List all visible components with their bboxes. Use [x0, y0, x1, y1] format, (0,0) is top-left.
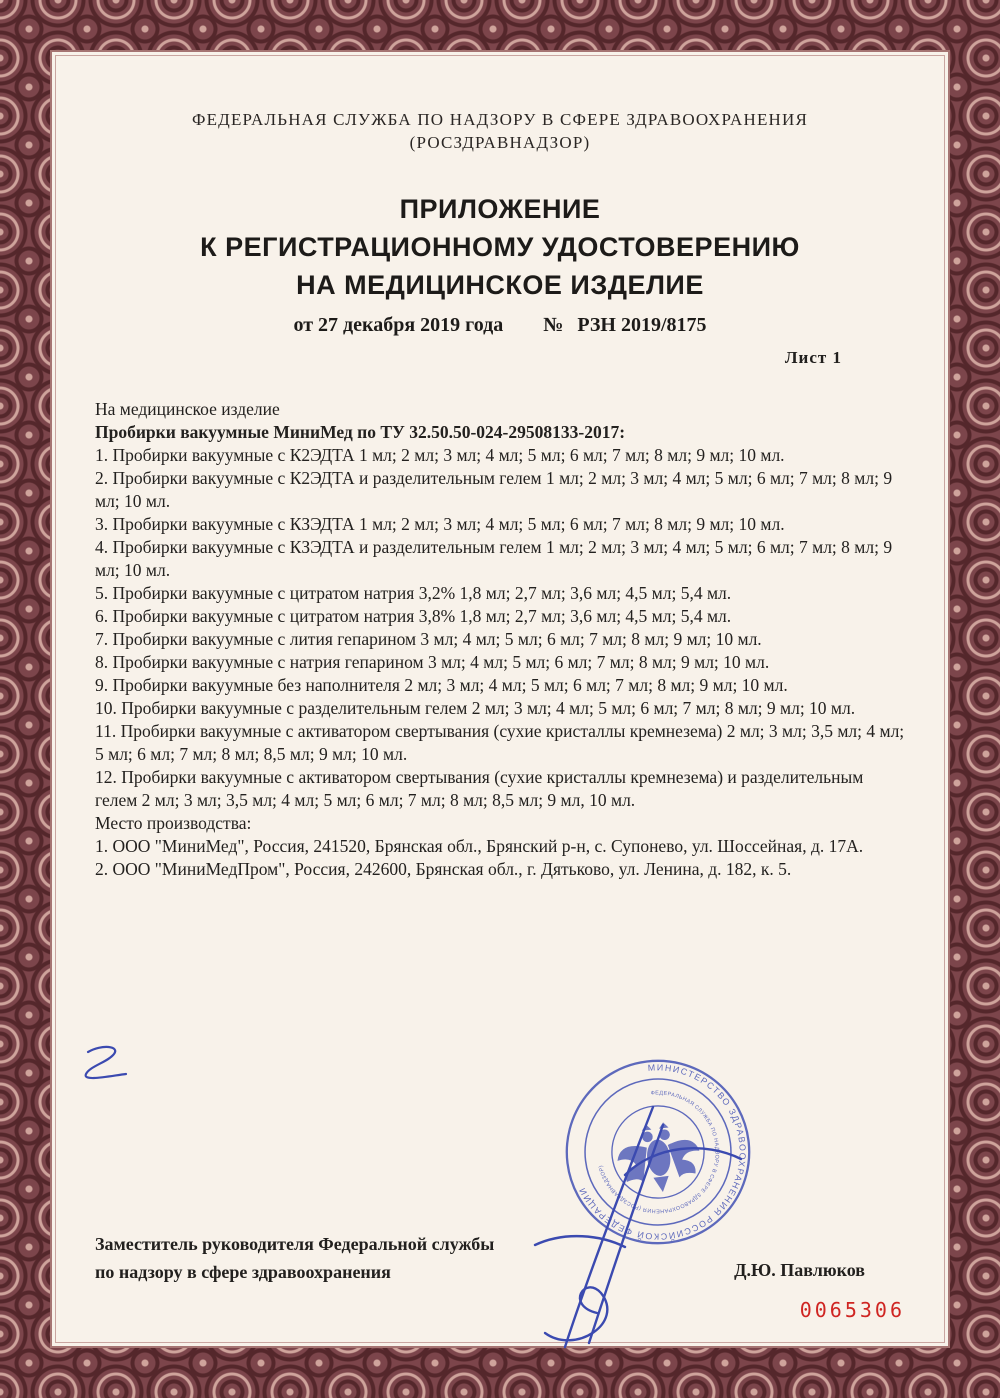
list-item: 6. Пробирки вакуумные с цитратом натрия 3,8% 1,8 мл; 2,7 мл; 3,6 мл; 4,5 мл; 5,4 мл. — [95, 606, 732, 626]
stamp-outer-ring-text: МИНИСТЕРСТВО ЗДРАВООХРАНЕНИЯ РОССИЙСКОЙ ФЕДЕРАЦИИ — [576, 1062, 748, 1242]
issuing-agency-header — [60, 108, 940, 154]
list-item: 8. Пробирки вакуумные с натрия гепарином 3 мл; 4 мл; 5 мл; 6 мл; 7 мл; 8 мл; 9 мл; 10 мл. — [95, 652, 770, 672]
agency-short-name: (РОСЗДРАВНАДЗОР) — [409, 133, 591, 152]
registration-number-group — [543, 314, 706, 337]
list-item: 3. Пробирки вакуумные с КЗЭДТА 1 мл; 2 мл; 3 мл; 4 мл; 5 мл; 6 мл; 7 мл; 8 мл; 9 мл; 10 мл. — [95, 514, 785, 534]
signatory-role-line-2: по надзору в сфере здравоохранения — [95, 1262, 391, 1282]
agency-name: ФЕДЕРАЛЬНАЯ СЛУЖБА ПО НАДЗОРУ В СФЕРЕ ЗДРАВООХРАНЕНИЯ — [191, 110, 809, 129]
handwritten-mark — [80, 1040, 150, 1090]
intro-line: На медицинское изделие — [95, 399, 280, 419]
registration-number: РЗН 2019/8175 — [577, 314, 707, 336]
product-title: Пробирки вакуумные МиниМед по ТУ 32.50.50-024-29508133-2017: — [95, 422, 626, 442]
number-sign: № — [543, 314, 564, 336]
production-site: 2. ООО "МиниМедПром", Россия, 242600, Брянская обл., г. Дятьково, ул. Ленина, д. 182, к. 5. — [95, 859, 792, 879]
production-sites-label: Место производства: — [95, 813, 252, 833]
list-item: 9. Пробирки вакуумные без наполнителя 2 мл; 3 мл; 4 мл; 5 мл; 6 мл; 7 мл; 8 мл; 9 мл; 10 мл. — [95, 675, 788, 695]
list-item: 7. Пробирки вакуумные с лития гепарином 3 мл; 4 мл; 5 мл; 6 мл; 7 мл; 8 мл; 9 мл; 10 мл. — [95, 629, 762, 649]
list-item: 2. Пробирки вакуумные с К2ЭДТА и разделительным гелем 1 мл; 2 мл; 3 мл; 4 мл; 5 мл; 6 мл; 7 мл; 8 мл; 9 мл; 10 мл. — [95, 468, 893, 511]
stamp-inner-ring-text: ФЕДЕРАЛЬНАЯ СЛУЖБА ПО НАДЗОРУ В СФЕРЕ ЗДРАВООХРАНЕНИЯ (РОСЗДРАВНАДЗОР) — [597, 1090, 720, 1214]
list-item: 10. Пробирки вакуумные с разделительным гелем 2 мл; 3 мл; 4 мл; 5 мл; 6 мл; 7 мл; 8 мл; 9 мл; 10 мл. — [95, 698, 856, 718]
production-site: 1. ООО "МиниМед", Россия, 241520, Брянская обл., Брянский р-н, с. Супонево, ул. Шоссейная, д. 17А. — [95, 836, 864, 856]
form-serial-number: 0065306 — [799, 1298, 905, 1322]
list-item: 4. Пробирки вакуумные с КЗЭДТА и разделительным гелем 1 мл; 2 мл; 3 мл; 4 мл; 5 мл; 6 мл; 7 мл; 8 мл; 9 мл; 10 мл. — [95, 537, 893, 580]
title-line-1: ПРИЛОЖЕНИЕ — [399, 194, 601, 224]
sheet-number: Лист 1 — [784, 348, 842, 367]
title-line-2: К РЕГИСТРАЦИОННОМУ УДОСТОВЕРЕНИЮ — [200, 232, 800, 262]
title-line-3: НА МЕДИЦИНСКОЕ ИЗДЕЛИЕ — [296, 270, 704, 300]
signatory-role — [95, 1230, 494, 1286]
list-item: 5. Пробирки вакуумные с цитратом натрия 3,2% 1,8 мл; 2,7 мл; 3,6 мл; 4,5 мл; 5,4 мл. — [95, 583, 732, 603]
document-body — [95, 398, 908, 881]
list-item: 12. Пробирки вакуумные с активатором свертывания (сухие кристаллы кремнезема) и разделительным гелем 2 мл; 3 мл; 3,5 мл; 4 мл; 5 мл; 6 мл; 7 мл; 8 мл; 8,5 мл; 9 мл, 10 мл. — [95, 767, 864, 810]
issue-date: от 27 декабря 2019 года — [293, 314, 504, 336]
document-title — [60, 190, 940, 304]
signatory-role-line-1: Заместитель руководителя Федеральной службы — [95, 1234, 495, 1254]
signatory-name: Д.Ю. Павлюков — [734, 1260, 865, 1280]
list-item: 11. Пробирки вакуумные с активатором свертывания (сухие кристаллы кремнезема) 2 мл; 3 мл; 3,5 мл; 4 мл; 5 мл; 6 мл; 7 мл; 8 мл; 8,5 мл; 9 мл; 10 мл. — [95, 721, 905, 764]
date-number-line — [60, 314, 940, 337]
list-item: 1. Пробирки вакуумные с К2ЭДТА 1 мл; 2 мл; 3 мл; 4 мл; 5 мл; 6 мл; 7 мл; 8 мл; 9 мл; 10 мл. — [95, 445, 785, 465]
official-round-stamp — [551, 1045, 765, 1259]
